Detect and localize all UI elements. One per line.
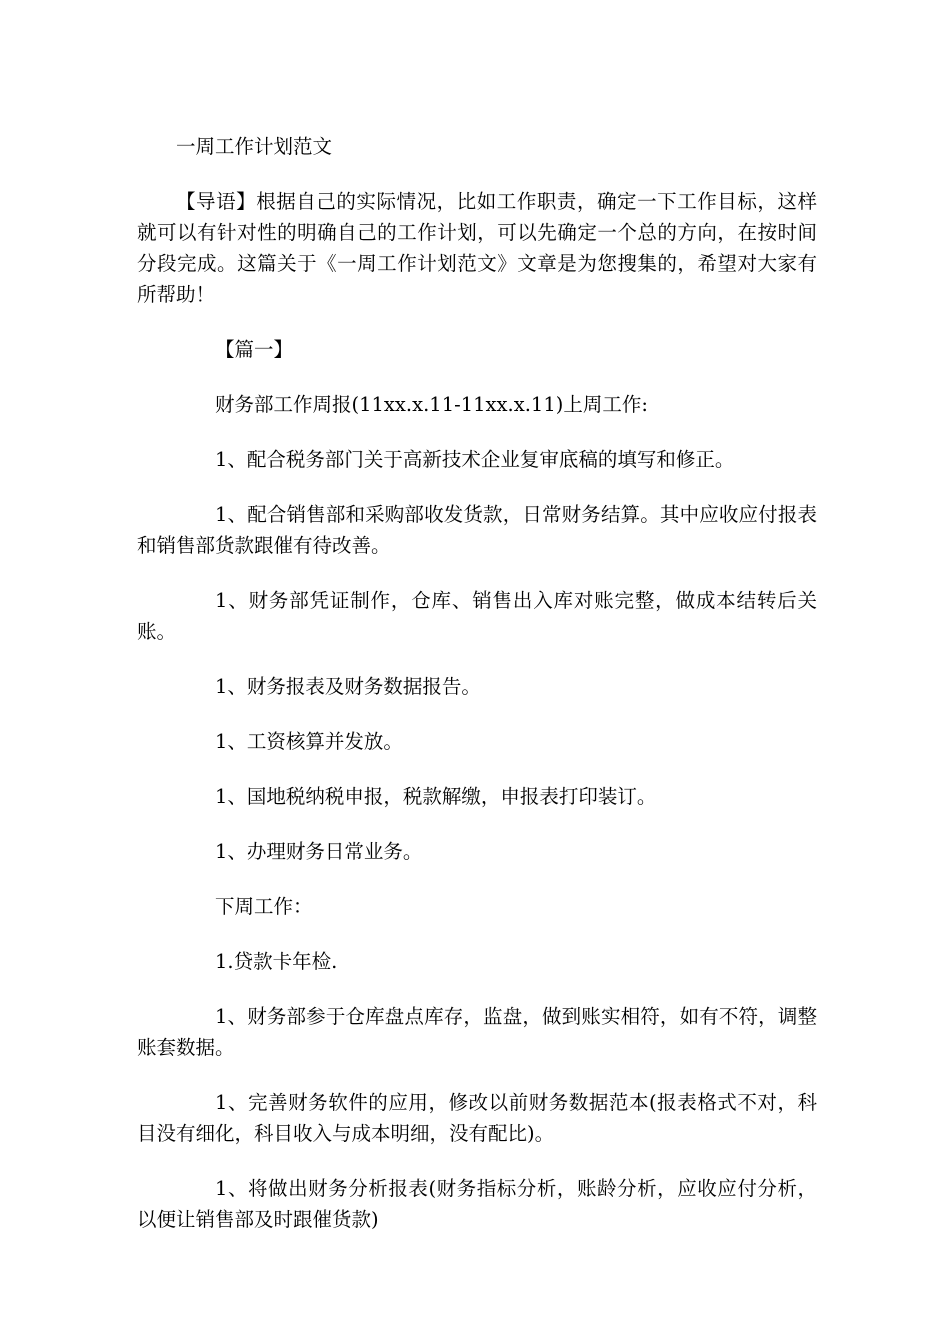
list-item: 1、将做出财务分析报表(财务指标分析，账龄分析，应收应付分析，以便让销售部及时跟催货款) <box>137 1177 817 1231</box>
list-item: 1、配合销售部和采购部收发货款，日常财务结算。其中应收应付报表和销售部货款跟催有待改善。 <box>137 503 817 557</box>
list-item: 1、财务部参于仓库盘点库存，监盘，做到账实相符，如有不符，调整账套数据。 <box>137 1005 817 1059</box>
list-item: 1.贷款卡年检. <box>215 950 338 973</box>
list-item: 1、国地税纳税申报，税款解缴，申报表打印装订。 <box>215 785 657 808</box>
list-item: 1、办理财务日常业务。 <box>215 840 423 863</box>
intro-paragraph: 【导语】根据自己的实际情况，比如工作职责，确定一下工作目标，这样就可以有针对性的明确自己的工作计划，可以先确定一个总的方向，在按时间分段完成。这篇关于《一周工作计划范文》文章是为您搜集的，希望对大家有所帮助！ <box>137 190 817 306</box>
next-week-heading: 下周工作： <box>215 895 313 918</box>
list-item: 1、财务部凭证制作，仓库、销售出入库对账完整，做成本结转后关账。 <box>137 589 817 643</box>
document-title: 一周工作计划范文 <box>176 135 333 158</box>
report-heading: 财务部工作周报(11xx.x.11-11xx.x.11)上周工作: <box>215 393 648 416</box>
list-item: 1、完善财务软件的应用，修改以前财务数据范本(报表格式不对，科目没有细化，科目收入与成本明细，没有配比)。 <box>137 1091 817 1145</box>
list-item: 1、财务报表及财务数据报告。 <box>215 675 481 698</box>
list-item: 1、配合税务部门关于高新技术企业复审底稿的填写和修正。 <box>215 448 735 471</box>
section-heading: 【篇一】 <box>215 338 294 361</box>
list-item: 1、工资核算并发放。 <box>215 730 403 753</box>
document-body <box>137 131 817 1235</box>
